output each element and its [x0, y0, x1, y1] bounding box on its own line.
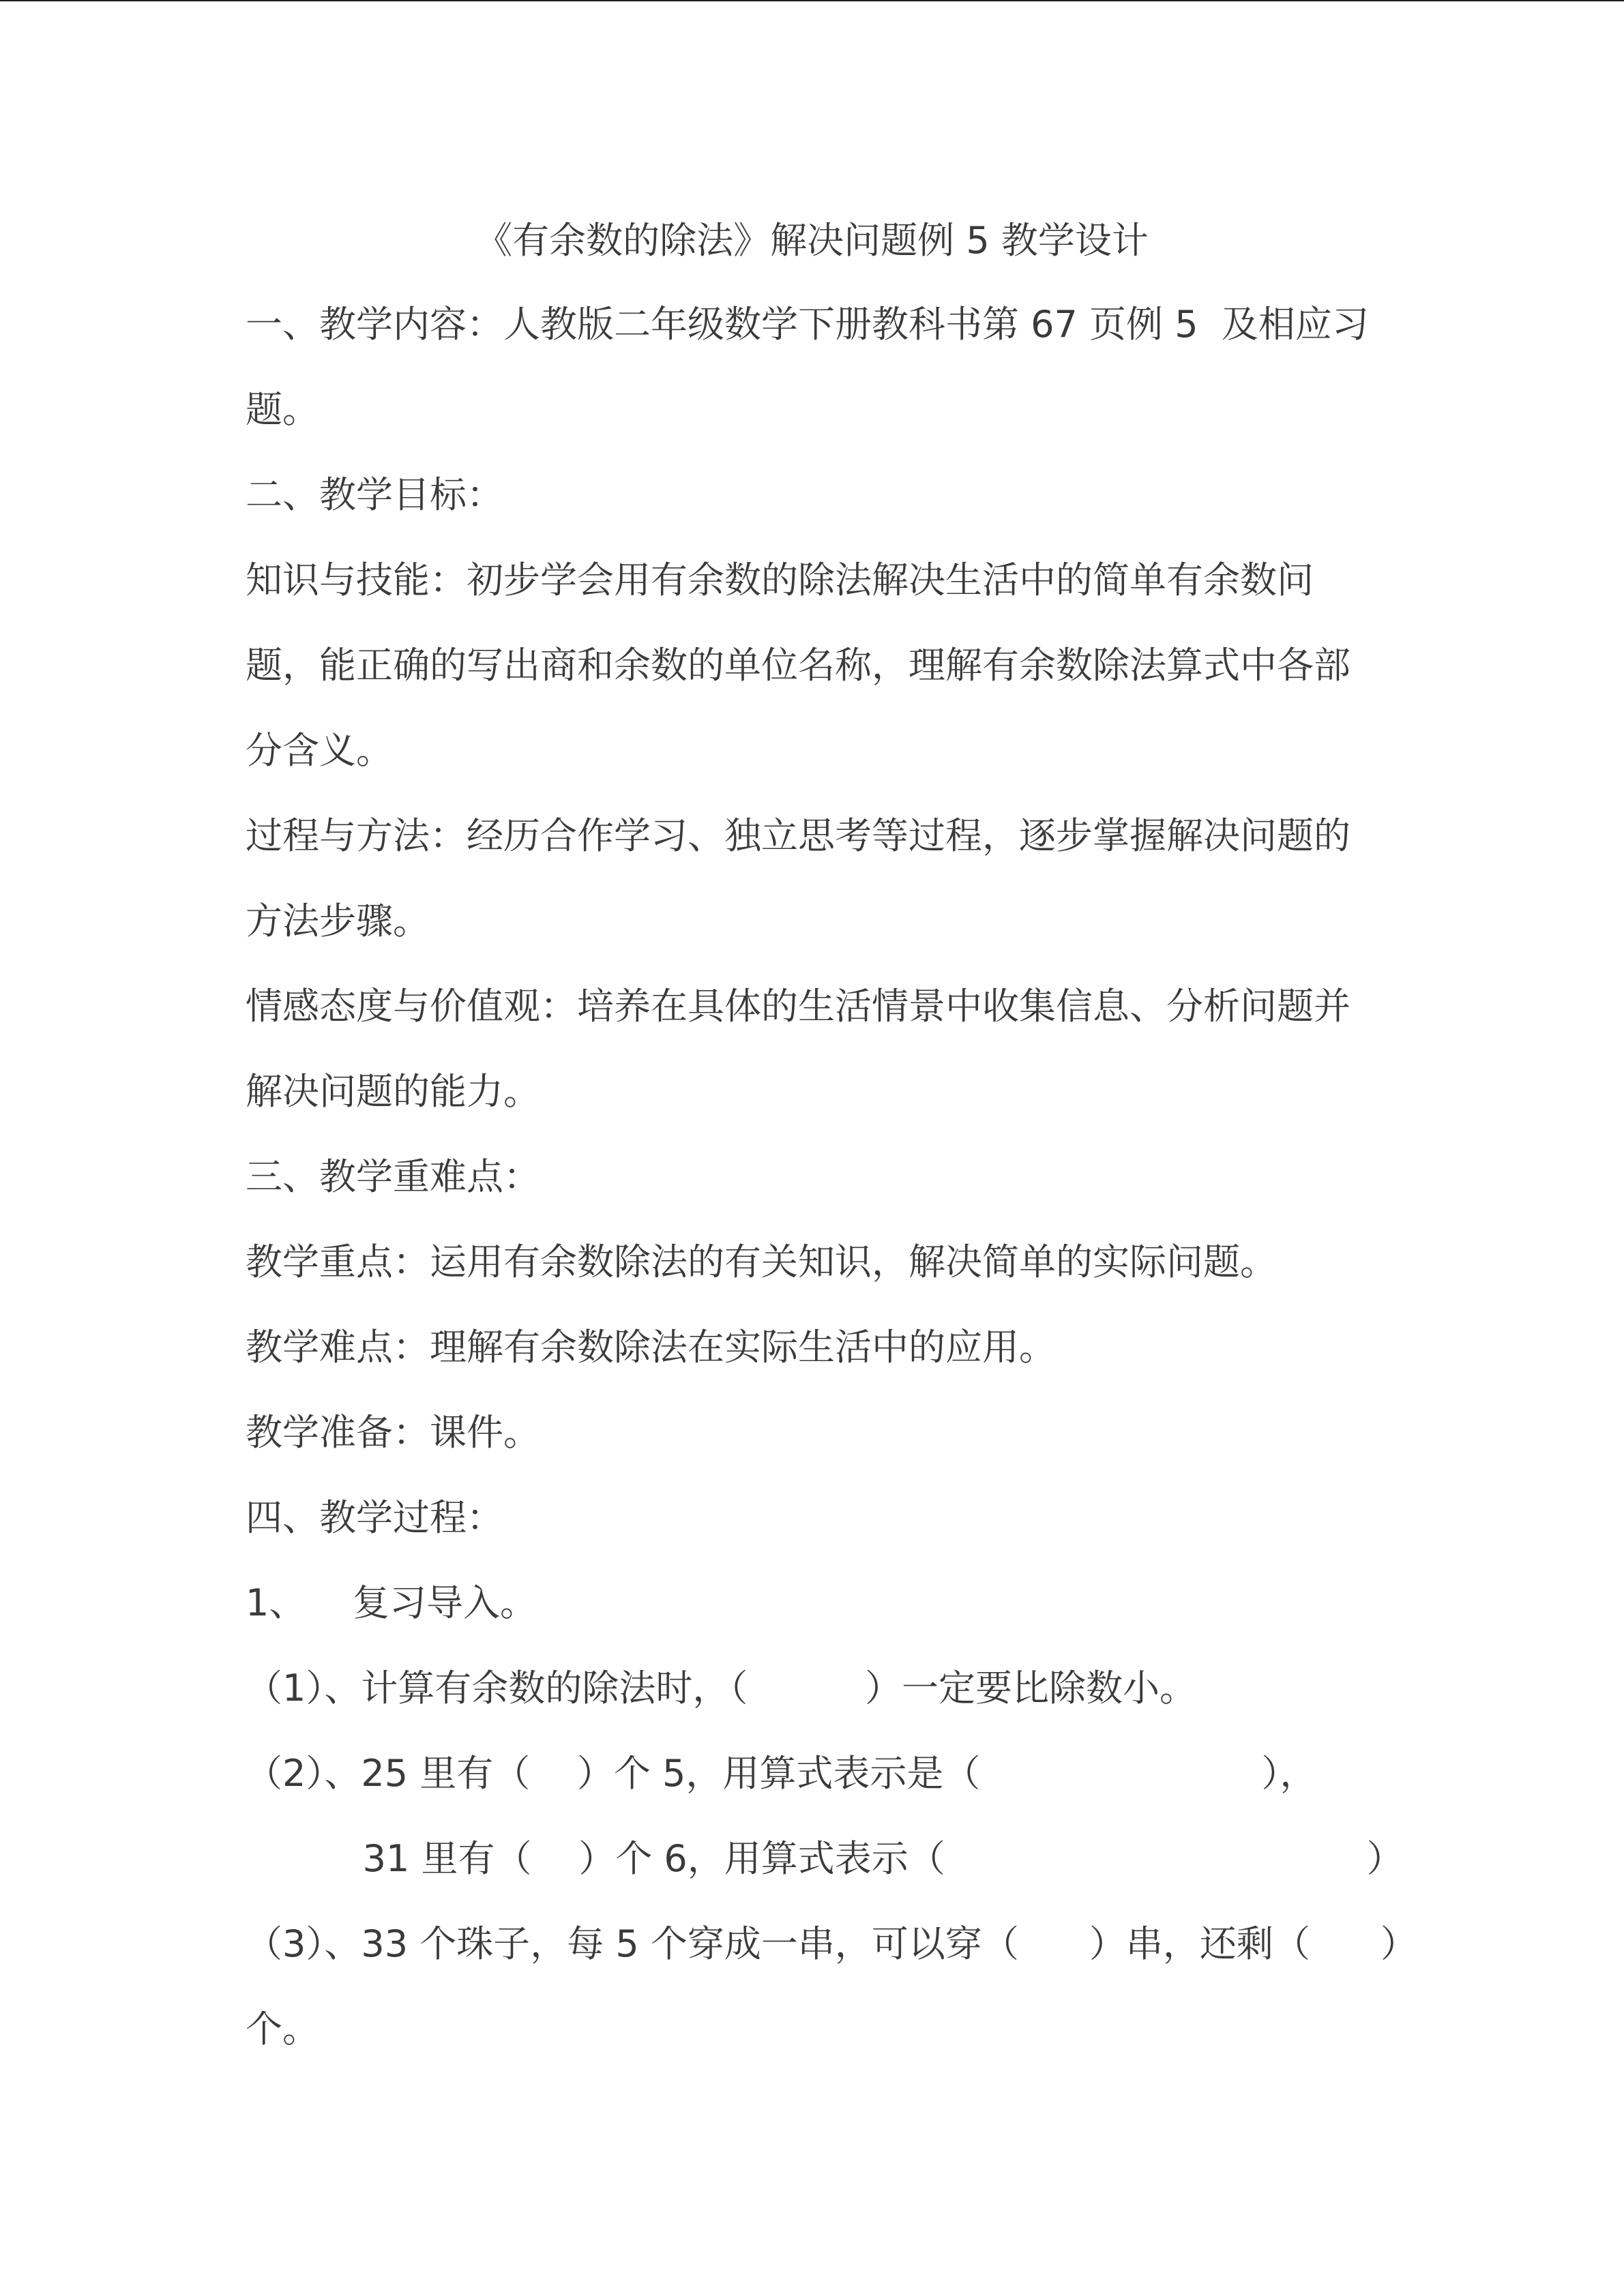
- exercise-line-1: （1）、计算有余数的除法时，（ ）一定要比除数小。: [246, 1667, 1197, 1710]
- text-line-knowledge-skills: 知识与技能：初步学会用有余数的除法解决生活中的简单有余数问: [246, 558, 1314, 601]
- exercise-line-2: （2）、25 里有（ ）个 5，用算式表示是（ ），: [246, 1752, 1317, 1795]
- exercise-line-3-end: 个。: [246, 2008, 319, 2051]
- text-line-review-intro: 1、 复习导入。: [246, 1581, 537, 1624]
- text-line-attitudes-values: 情感态度与价值观：培养在具体的生活情景中收集信息、分析问题并: [246, 985, 1350, 1028]
- text-line-key-point: 教学重点：运用有余数除法的有关知识，解决简单的实际问题。: [246, 1240, 1277, 1283]
- text-line-preparation: 教学准备：课件。: [246, 1411, 540, 1454]
- text-line-attitudes-values-end: 解决问题的能力。: [246, 1070, 540, 1113]
- section-heading-teaching-goals: 二、教学目标：: [246, 473, 503, 516]
- text-line-knowledge-skills-end: 分含义。: [246, 729, 393, 772]
- section-heading-teaching-process: 四、教学过程：: [246, 1496, 503, 1539]
- text-line-knowledge-skills-cont: 题，能正确的写出商和余数的单位名称，理解有余数除法算式中各部: [246, 644, 1350, 687]
- document-title: 《有余数的除法》解决问题例 5 教学设计: [475, 219, 1149, 262]
- text-line-difficult-point: 教学难点：理解有余数除法在实际生活中的应用。: [246, 1326, 1056, 1369]
- text-line-process-methods: 过程与方法：经历合作学习、独立思考等过程，逐步掌握解决问题的: [246, 814, 1350, 857]
- exercise-line-3: （3）、33 个珠子，每 5 个穿成一串，可以穿（ ）串，还剩（ ）: [246, 1922, 1417, 1965]
- text-line-teaching-content-cont: 题。: [246, 388, 319, 431]
- exercise-line-2b: 31 里有（ ）个 6，用算式表示（ ）: [246, 1837, 1404, 1880]
- section-heading-key-points: 三、教学重难点：: [246, 1155, 540, 1198]
- text-line-teaching-content: 一、教学内容：人教版二年级数学下册教科书第 67 页例 5 及相应习: [246, 303, 1369, 346]
- text-line-process-methods-end: 方法步骤。: [246, 899, 430, 942]
